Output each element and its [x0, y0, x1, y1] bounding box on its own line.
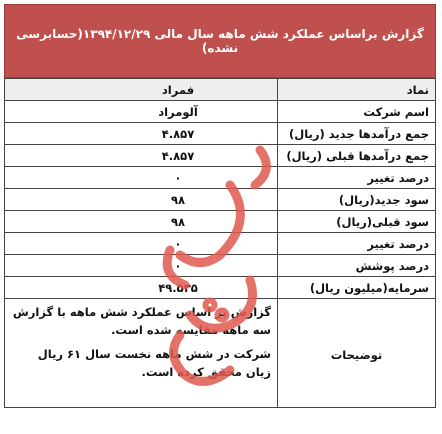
notes-label: توضیحات: [278, 299, 436, 408]
table-row: [5, 101, 436, 123]
row-value: ۴۹.۵۳۵: [5, 277, 278, 299]
row-label: سود قبلی(ریال): [278, 211, 436, 233]
row-value: ۰: [5, 167, 278, 189]
note-line: شرکت در شش ماهه نخست سال ۶۱ ریال زیان محقق کرده است.: [37, 347, 271, 379]
table-row: [5, 145, 436, 167]
table-row: [5, 189, 436, 211]
row-value: ۴.۸۵۷: [5, 123, 278, 145]
row-label: درصد پوشش: [278, 255, 436, 277]
row-label: اسم شرکت: [278, 101, 436, 123]
row-label: سرمایه(میلیون ریال): [278, 277, 436, 299]
row-value: فمراد: [5, 79, 278, 101]
row-label: نماد: [278, 79, 436, 101]
row-label: درصد تغییر: [278, 167, 436, 189]
table-row: [5, 123, 436, 145]
note-line: گزارش بر اساس عملکرد شش ماهه با گزارش سه ماهه مقایسه شده است.: [12, 305, 271, 337]
report-title: گزارش براساس عملکرد شش ماهه سال مالی ۱۳۹۴/۱۲/۲۹(حسابرسی نشده): [4, 4, 436, 78]
report-card: [4, 4, 436, 408]
row-value: ۹۸: [5, 189, 278, 211]
row-label: سود جدید(ریال): [278, 189, 436, 211]
row-value: ۰: [5, 233, 278, 255]
row-value: ۰: [5, 255, 278, 277]
row-label: جمع درآمدها قبلی (ریال): [278, 145, 436, 167]
row-label: جمع درآمدها جدید (ریال): [278, 123, 436, 145]
row-label: درصد تغییر: [278, 233, 436, 255]
table-row-symbol: [5, 79, 436, 101]
table-row-notes: [5, 299, 436, 408]
table-row: [5, 255, 436, 277]
table-row: [5, 233, 436, 255]
row-value: آلومراد: [5, 101, 278, 123]
notes-text: [5, 299, 278, 408]
table-row: [5, 211, 436, 233]
row-value: ۴.۸۵۷: [5, 145, 278, 167]
table-row: [5, 277, 436, 299]
table-row: [5, 167, 436, 189]
row-value: ۹۸: [5, 211, 278, 233]
report-table: [4, 78, 436, 408]
